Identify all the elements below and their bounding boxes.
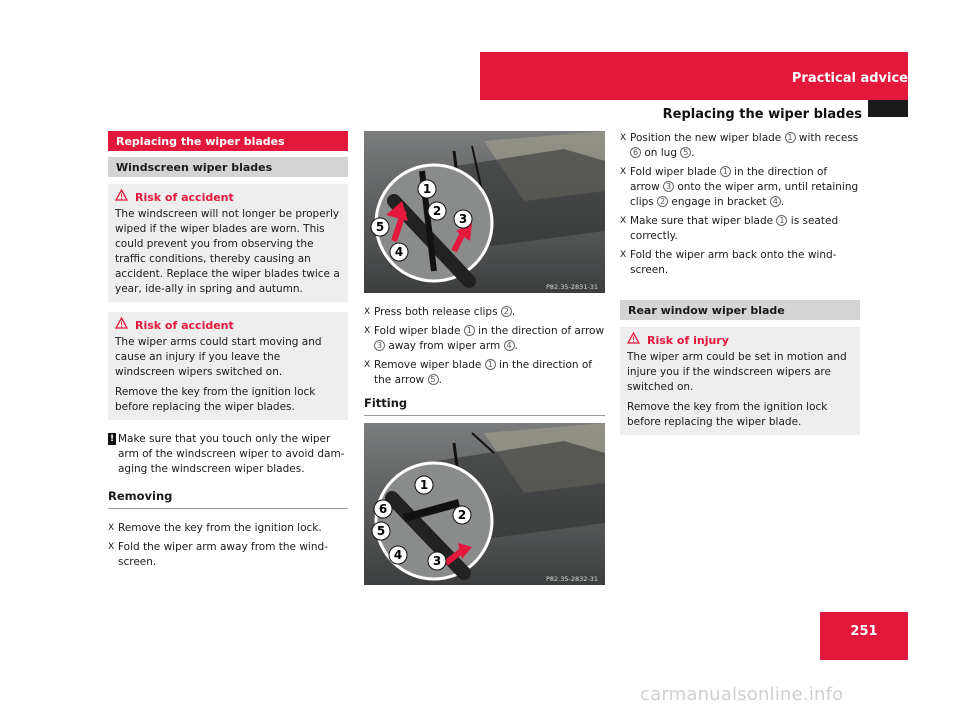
photo-fitting-wiper-blade <box>364 423 605 585</box>
note-text: Make sure that you touch only the wiper arm of the windscreen wiper to avoid dam-aging the windscreen wiper blades. <box>118 433 345 475</box>
list-item: X Fold the wiper arm back onto the wind-screen. <box>620 249 837 276</box>
column-2 <box>364 131 605 585</box>
warning-triangle-icon <box>115 317 129 333</box>
warning-triangle-icon <box>115 189 129 205</box>
removing-steps <box>108 521 348 570</box>
callout-1: 1 <box>419 478 429 492</box>
warning-text: Remove the key from the ignition lock before replacing the wiper blade. <box>627 401 828 428</box>
fitting-heading: Fitting <box>364 396 605 416</box>
callout-1: 1 <box>422 182 432 196</box>
warning-title: Risk of accident <box>135 190 234 204</box>
column-1 <box>108 131 348 574</box>
step-arrow-icon: X <box>620 167 627 177</box>
list-item: X Remove the key from the ignition lock. <box>108 522 322 534</box>
callout-3: 3 <box>458 212 468 226</box>
page-number: 251 <box>850 624 878 639</box>
callout-5: 5 <box>376 524 386 538</box>
warning-title: Risk of injury <box>647 333 729 347</box>
column-3 <box>620 131 860 435</box>
callout-6: 6 <box>378 502 388 516</box>
main-heading: Replacing the wiper blades <box>108 131 348 151</box>
step-arrow-icon: X <box>364 326 371 336</box>
warning-box-3 <box>620 327 860 435</box>
section-title: Practical advice <box>791 71 908 86</box>
callout-4: 4 <box>393 548 403 562</box>
callout-4: 4 <box>394 245 404 259</box>
warning-text: Remove the key from the ignition lock before replacing the wiper blades. <box>115 386 316 413</box>
step-arrow-icon: X <box>620 216 627 226</box>
list-item: X Position the new wiper blade 1 with recess 6 on lug 5 . <box>620 132 859 159</box>
list-item: X Fold wiper blade 1 in the direction of arrow 3 onto the wiper arm, until retaining clips 2 engage in bracket 4 . <box>620 166 859 208</box>
warning-triangle-icon <box>627 332 641 348</box>
sub-heading: Windscreen wiper blades <box>108 157 348 177</box>
list-item: X Press both release clips 2 . <box>364 306 516 318</box>
fitting-steps <box>620 131 860 278</box>
warning-box-2 <box>108 312 348 420</box>
removing-steps-cont <box>364 305 605 388</box>
callout-2: 2 <box>457 508 467 522</box>
list-item: X Fold wiper blade 1 in the direction of arrow 3 away from wiper arm 4 . <box>364 325 605 352</box>
callout-5: 5 <box>375 220 385 234</box>
removing-heading: Removing <box>108 489 348 509</box>
photo-code: P82.35-2831-31 <box>545 283 598 291</box>
warning-text: The windscreen will not longer be properly wiped if the wiper blades are worn. This could prevent you from observing the traffic conditions, thereby causing an accident. Replace the wiper blades twice a year, ide-ally in spring and autumn. <box>115 208 340 295</box>
warning-box-1 <box>108 184 348 302</box>
step-arrow-icon: X <box>620 133 627 143</box>
warning-text: The wiper arm could be set in motion and injure you if the windscreen wipers are switched on. <box>627 351 847 393</box>
photo-removing-wiper-blade <box>364 131 605 293</box>
step-arrow-icon: X <box>108 542 115 552</box>
callout-3: 3 <box>432 554 442 568</box>
photo-code: P82.35-2832-31 <box>545 575 598 583</box>
subsection-title: Replacing the wiper blades <box>662 107 862 122</box>
warning-text: The wiper arms could start moving and cause an injury if you leave the windscreen wipers switched on. <box>115 336 322 378</box>
watermark: carmanualsonline.info <box>640 684 844 705</box>
step-arrow-icon: X <box>620 250 627 260</box>
step-arrow-icon: X <box>108 523 115 533</box>
step-arrow-icon: X <box>364 360 371 370</box>
list-item: X Make sure that wiper blade 1 is seated correctly. <box>620 215 839 242</box>
rear-wiper-heading: Rear window wiper blade <box>620 300 860 320</box>
step-arrow-icon: X <box>364 307 371 317</box>
list-item: X Fold the wiper arm away from the wind-screen. <box>108 541 328 568</box>
note-exclamation-icon: ! <box>109 434 115 444</box>
callout-2: 2 <box>432 204 442 218</box>
header-black-tab <box>868 100 908 117</box>
note <box>108 432 348 477</box>
list-item: X Remove wiper blade 1 in the direction of the arrow 5 . <box>364 359 593 386</box>
warning-title: Risk of accident <box>135 318 234 332</box>
